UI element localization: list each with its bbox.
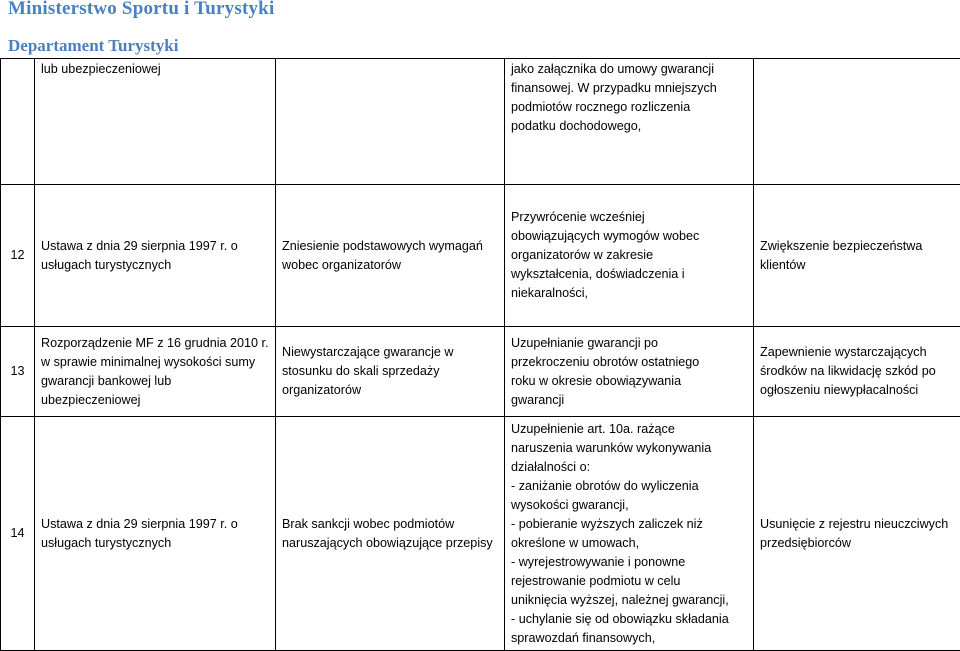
proposal-cell: Przywrócenie wcześniej obowiązujących wymogów wobec organizatorów w zakresie wykształcenia, doświadczenia i niekaralności, [505,185,754,327]
proposal-cell: Uzupełnienie art. 10a. rażące naruszenia warunków wykonywania działalności o: - zaniżanie obrotów do wyliczenia wysokości gwarancji, - pobieranie wyższych zaliczek niż określone w umowach, - wyrejestrowywanie i ponowne rejestrowanie podmiotu w celu uniknięcia wyższej, należnej gwarancji, - uchylanie się od obowiązku składania sprawozdań finansowych, [505,417,754,651]
department-title: Departament Turystyki [8,36,178,56]
table-row [1,59,960,185]
problem-cell: Niewystarczające gwarancje w stosunku do skali sprzedaży organizatorów [276,327,505,417]
ministry-title: Ministerstwo Sportu i Turystyki [8,0,274,20]
row-number [1,59,35,185]
effect-cell: Usunięcie z rejestru nieuczciwych przedsiębiorców [754,417,960,651]
effect-cell: Zwiększenie bezpieczeństwa klientów [754,185,960,327]
row-number: 14 [1,417,35,651]
legal-act-cell: lub ubezpieczeniowej [35,59,276,185]
table-row [1,185,960,327]
effect-cell: Zapewnienie wystarczających środków na likwidację szkód po ogłoszeniu niewypłacalności [754,327,960,417]
legal-act-cell: Ustawa z dnia 29 sierpnia 1997 r. o usługach turystycznych [35,417,276,651]
proposal-cell: Uzupełnianie gwarancji po przekroczeniu obrotów ostatniego roku w okresie obowiązywania gwarancji [505,327,754,417]
legal-act-cell: Ustawa z dnia 29 sierpnia 1997 r. o usługach turystycznych [35,185,276,327]
problem-cell [276,59,505,185]
proposal-cell: jako załącznika do umowy gwarancji finansowej. W przypadku mniejszych podmiotów rocznego rozliczenia podatku dochodowego, [505,59,754,185]
effect-cell [754,59,960,185]
row-number: 12 [1,185,35,327]
legal-act-cell: Rozporządzenie MF z 16 grudnia 2010 r. w sprawie minimalnej wysokości sumy gwarancji bankowej lub ubezpieczeniowej [35,327,276,417]
problem-cell: Zniesienie podstawowych wymagań wobec organizatorów [276,185,505,327]
measures-table [0,58,960,651]
table-row [1,417,960,651]
problem-cell: Brak sankcji wobec podmiotów naruszających obowiązujące przepisy [276,417,505,651]
row-number: 13 [1,327,35,417]
table-row [1,327,960,417]
